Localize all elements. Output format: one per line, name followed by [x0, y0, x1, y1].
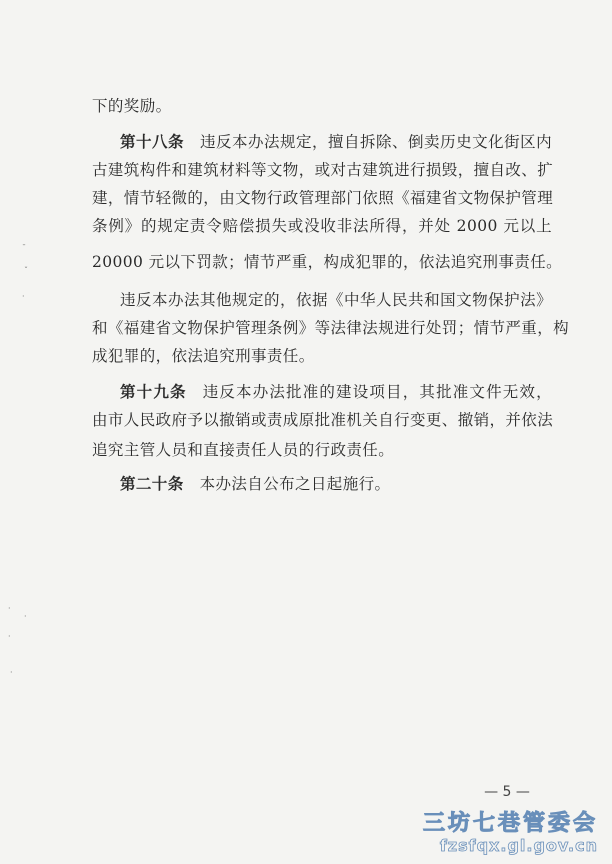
article-18-line-4: 条例》的规定责令赔偿损失或没收非法所得，并处 2000 元以上 [92, 217, 552, 235]
article-20-title: 第二十条 [120, 474, 184, 493]
article-20-line-1 [120, 474, 552, 494]
paragraph-2-line-3: 成犯罪的，依法追究刑事责任。 [92, 347, 315, 365]
article-18-line-5: 20000 元以下罚款；情节严重，构成犯罪的，依法追究刑事责任。 [92, 253, 563, 271]
article-19-line-3: 追究主管人员和直接责任人员的行政责任。 [92, 441, 395, 459]
watermark-url: fzsfqx.gl.gov.cn [439, 836, 598, 855]
article-20-text: 本办法自公布之日起施行。 [199, 475, 391, 493]
scan-speck: ˇ [24, 266, 28, 275]
article-19-line-1 [120, 382, 552, 402]
article-18-text: 违反本办法规定，擅自拆除、倒卖历史文化街区内 [200, 133, 552, 151]
page-number: — 5 — [484, 784, 530, 800]
watermark-org-name: 三坊七巷管委会 [422, 811, 598, 836]
article-18-line-2: 古建筑构件和建筑材料等文物，或对古建筑进行损毁，擅自改、扩 [92, 161, 554, 179]
article-19-text: 违反本办法批准的建设项目，其批准文件无效， [202, 383, 552, 401]
scan-speck: ˉ [22, 244, 26, 253]
scan-speck: · [8, 632, 11, 641]
article-19-line-2: 由市人民政府予以撤销或责成原批准机关自行变更、撤销，并依法 [92, 411, 554, 429]
article-18-line-3: 建，情节轻微的，由文物行政管理部门依照《福建省文物保护管理 [92, 189, 554, 207]
article-19-title: 第十九条 [120, 382, 187, 401]
text-line-previous-paragraph-end: 下的奖励。 [92, 97, 172, 115]
paragraph-2-line-1: 违反本办法其他规定的，依据《中华人民共和国文物保护法》 [120, 291, 552, 309]
article-18-line-1 [120, 132, 552, 152]
scan-speck: · [8, 604, 11, 613]
scan-speck: · [22, 292, 25, 301]
scan-speck: · [10, 668, 13, 677]
scan-speck: · [24, 612, 27, 621]
paragraph-2-line-2: 和《福建省文物保护管理条例》等法律法规进行处罚；情节严重，构 [92, 319, 570, 337]
article-18-title: 第十八条 [120, 132, 185, 151]
